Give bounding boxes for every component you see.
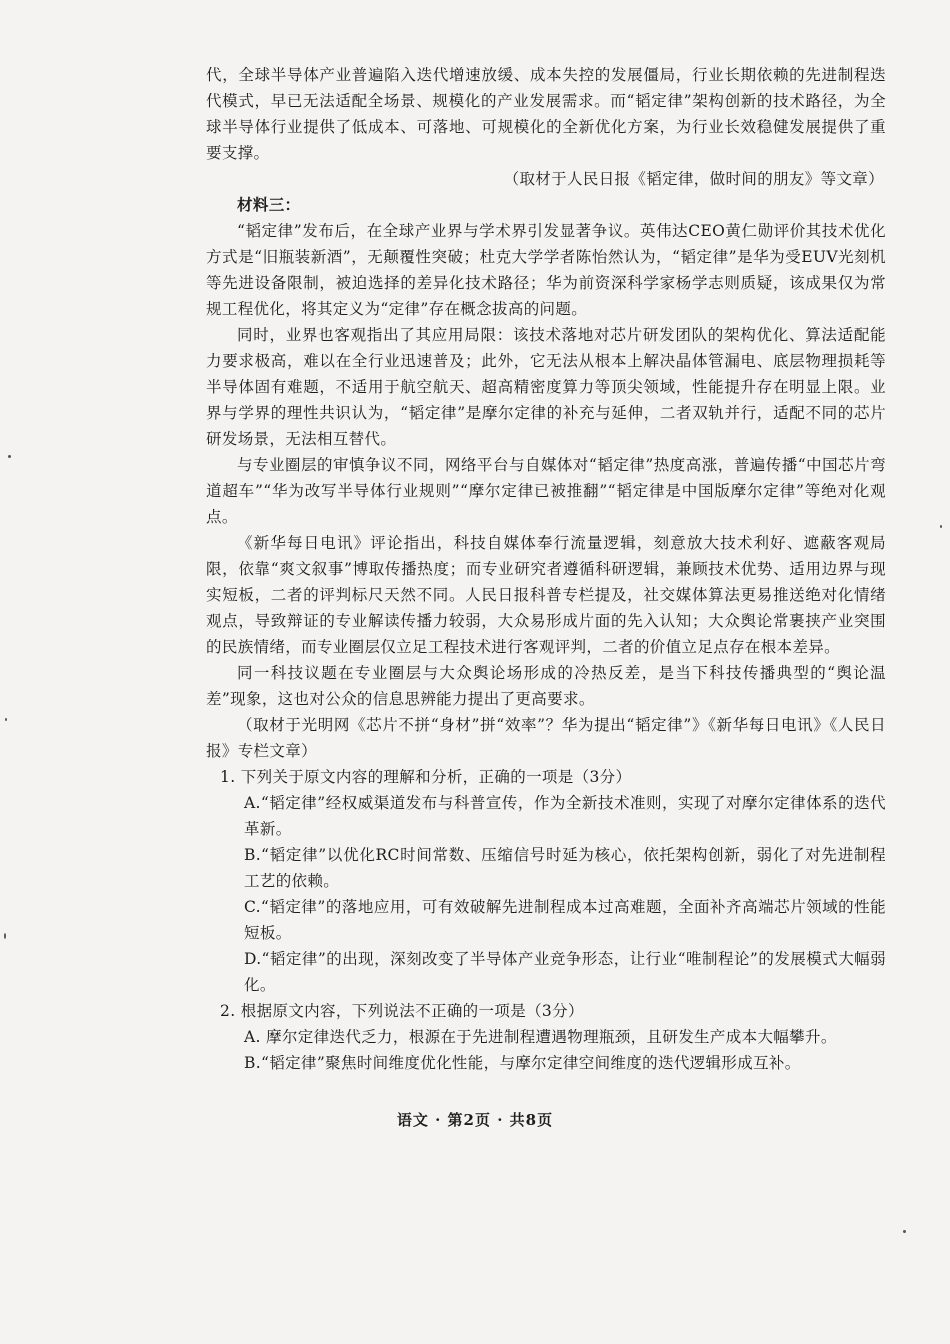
scan-speck [903, 1230, 906, 1233]
scan-speck [4, 933, 6, 939]
page-footer: 语文 · 第2页 · 共8页 [396, 1111, 554, 1129]
question-2-option-b: B.“韬定律”聚焦时间维度优化性能，与摩尔定律空间维度的迭代逻辑形成互补。 [244, 1054, 801, 1072]
scan-speck [940, 525, 942, 528]
page-content [206, 62, 886, 1076]
question-1 [206, 764, 886, 998]
material-3-heading: 材料三： [237, 195, 301, 214]
question-1-option-c: C.“韬定律”的落地应用，可有效破解先进制程成本过高难题，全面补齐高端芯片领域的性能短板。 [244, 898, 886, 942]
source-citation-2: （取材于光明网《芯片不拼“身材”拼“效率”？华为提出“韬定律”》《新华每日电讯》《人民日报》专栏文章） [206, 716, 886, 760]
question-2 [206, 998, 886, 1076]
material-3-paragraph-3: 与专业圈层的审慎争议不同，网络平台与自媒体对“韬定律”热度高涨，普遍传播“中国芯片弯道超车”“华为改写半导体行业规则”“摩尔定律已被推翻”“韬定律是中国版摩尔定律”等绝对化观点。 [206, 456, 886, 526]
question-2-stem: 2. 根据原文内容，下列说法不正确的一项是（3分） [220, 1002, 584, 1020]
question-1-option-a: A.“韬定律”经权威渠道发布与科普宣传，作为全新技术准则，实现了对摩尔定律体系的迭代革新。 [244, 794, 886, 838]
material-3-paragraph-2: 同时，业界也客观指出了其应用局限：该技术落地对芯片研发团队的架构优化、算法适配能力要求极高，难以在全行业迅速普及；此外，它无法从根本上解决晶体管漏电、底层物理损耗等半导体固有难题，不适用于航空航天、超高精密度算力等顶尖领域，性能提升存在明显上限。业界与学界的理性共识认为，“韬定律”是摩尔定律的补充与延伸，二者双轨并行，适配不同的芯片研发场景，无法相互替代。 [206, 326, 886, 448]
scan-speck [5, 718, 7, 721]
question-1-stem: 1. 下列关于原文内容的理解和分析，正确的一项是（3分） [220, 768, 632, 786]
question-2-option-a: A. 摩尔定律迭代乏力，根源在于先进制程遭遇物理瓶颈，且研发生产成本大幅攀升。 [244, 1028, 837, 1046]
material-3-paragraph-5: 同一科技议题在专业圈层与大众舆论场形成的冷热反差，是当下科技传播典型的“舆论温差”现象，这也对公众的信息思辨能力提出了更高要求。 [206, 664, 886, 708]
source-citation-1: （取材于人民日报《韬定律，做时间的朋友》等文章） [503, 170, 884, 188]
scan-speck [8, 455, 11, 458]
material-3-paragraph-1: “韬定律”发布后，在全球产业界与学术界引发显著争议。英伟达CEO黄仁勋评价其技术优化方式是“旧瓶装新酒”，无颠覆性突破；杜克大学学者陈怡然认为，“韬定律”是华为受EUV光刻机等先进设备限制，被迫选择的差异化技术路径；华为前资深科学家杨学志则质疑，该成果仅为常规工程优化，将其定义为“定律”存在概念拔高的问题。 [206, 222, 886, 318]
question-1-option-b: B.“韬定律”以优化RC时间常数、压缩信号时延为核心，依托架构创新，弱化了对先进制程工艺的依赖。 [244, 846, 886, 890]
material-3-paragraph-4: 《新华每日电讯》评论指出，科技自媒体奉行流量逻辑，刻意放大技术利好、遮蔽客观局限，依靠“爽文叙事”博取传播热度；而专业研究者遵循科研逻辑，兼顾技术优势、适用边界与现实短板，二者的评判标尺天然不同。人民日报科普专栏提及，社交媒体算法更易推送绝对化情绪观点，导致辩证的专业解读传播力较弱，大众易形成片面的先入认知；大众舆论常裹挟产业突围的民族情绪，而专业圈层仅立足工程技术进行客观评判，二者的价值立足点存在根本差异。 [206, 534, 886, 656]
paragraph-continued: 代，全球半导体产业普遍陷入迭代增速放缓、成本失控的发展僵局，行业长期依赖的先进制程迭代模式，早已无法适配全场景、规模化的产业发展需求。而“韬定律”架构创新的技术路径，为全球半导体行业提供了低成本、可落地、可规模化的全新优化方案，为行业长效稳健发展提供了重要支撑。 [206, 66, 886, 162]
question-1-option-d: D.“韬定律”的出现，深刻改变了半导体产业竞争形态，让行业“唯制程论”的发展模式大幅弱化。 [244, 950, 886, 994]
